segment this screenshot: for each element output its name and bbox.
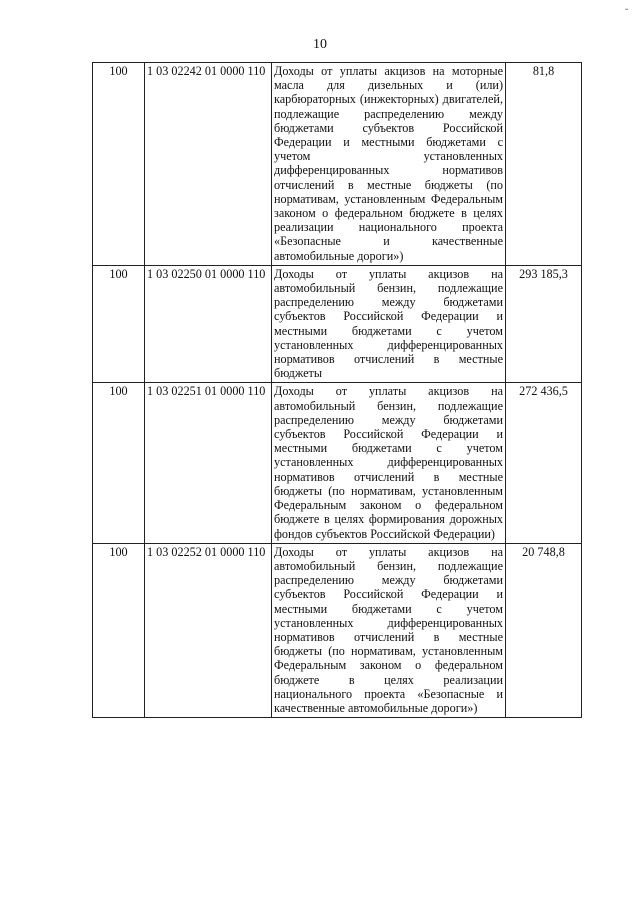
amount-cell: 81,8 (506, 63, 582, 266)
table-row (93, 265, 582, 383)
revenue-name-cell: Доходы от уплаты акцизов на автомобильный бензин, подлежащие распределению между бюджетами субъектов Российской Федерации и местными бюджетами с учетом установленных дифференцированных нормативов отчислений в местные бюджеты (272, 265, 506, 383)
table-row (93, 543, 582, 717)
revenue-name-cell: Доходы от уплаты акцизов на автомобильный бензин, подлежащие распределению между бюджетами субъектов Российской Федерации и местными бюджетами с учетом установленных дифференцированных нормативов отчислений в местные бюджеты (по нормативам, установленным Федеральным законом о федеральном бюджете в целях реализации национального проекта «Безопасные и качественные автомобильные дороги») (272, 543, 506, 717)
admin-code-cell: 100 (93, 265, 145, 383)
revenue-name-cell: Доходы от уплаты акцизов на автомобильный бензин, подлежащие распределению между бюджетами субъектов Российской Федерации и местными бюджетами с учетом установленных дифференцированных нормативов отчислений в местные бюджеты (по нормативам, установленным Федеральным законом о федеральном бюджете в целях формирования дорожных фондов субъектов Российской Федерации) (272, 383, 506, 543)
page-number: 10 (313, 37, 327, 52)
admin-code-cell: 100 (93, 63, 145, 266)
scan-corner-mark: ˇ (625, 8, 629, 19)
budget-classification-code-cell: 1 03 02251 01 0000 110 (145, 383, 272, 543)
revenue-name-cell: Доходы от уплаты акцизов на моторные масла для дизельных и (или) карбюраторных (инжекторных) двигателей, подлежащие распределению между бюджетами субъектов Российской Федерации и местными бюджетами с учетом установленных дифференцированных нормативов отчислений в местные бюджеты (по нормативам, установленным Федеральным законом о федеральном бюджете в целях реализации национального проекта «Безопасные и качественные автомобильные дороги») (272, 63, 506, 266)
admin-code-cell: 100 (93, 383, 145, 543)
budget-classification-code-cell: 1 03 02250 01 0000 110 (145, 265, 272, 383)
budget-classification-code-cell: 1 03 02252 01 0000 110 (145, 543, 272, 717)
admin-code-cell: 100 (93, 543, 145, 717)
table-row (93, 63, 582, 266)
budget-classification-code-cell: 1 03 02242 01 0000 110 (145, 63, 272, 266)
amount-cell: 272 436,5 (506, 383, 582, 543)
budget-revenue-table (92, 62, 582, 718)
table-row (93, 383, 582, 543)
amount-cell: 20 748,8 (506, 543, 582, 717)
amount-cell: 293 185,3 (506, 265, 582, 383)
